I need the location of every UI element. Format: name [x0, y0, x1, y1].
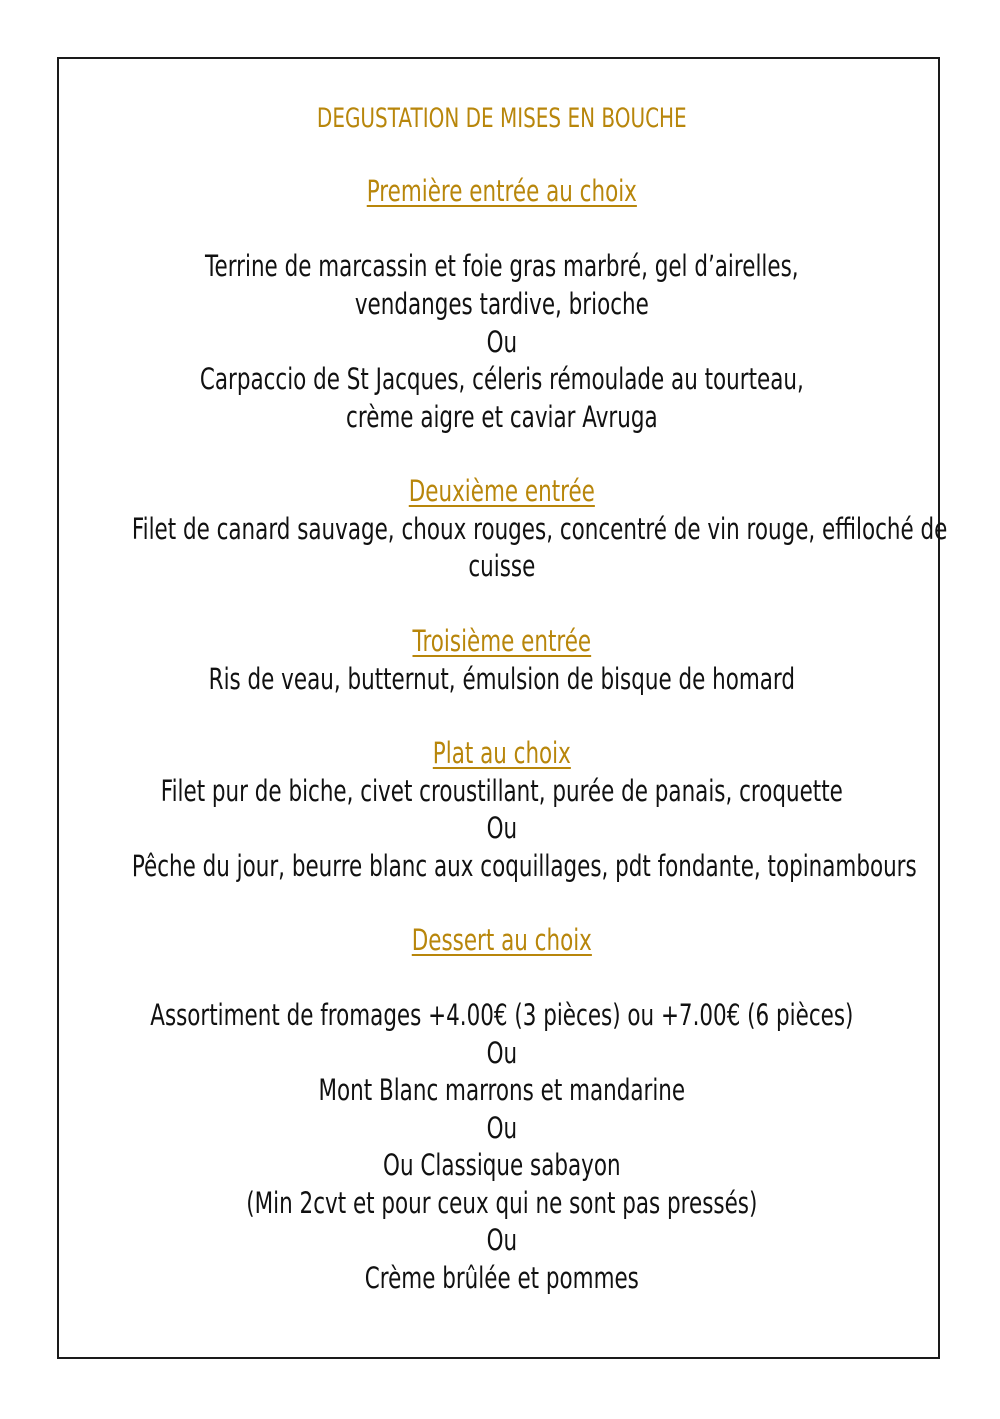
third-course-heading: Troisième entrée — [412, 624, 592, 658]
dessert-line: Ou Classique sabayon — [383, 1148, 621, 1182]
first-course-line: Carpaccio de St Jacques, céleris rémoulade au tourteau, — [199, 362, 804, 396]
dessert-heading: Dessert au choix — [411, 923, 592, 957]
menu-title: DEGUSTATION DE MISES EN BOUCHE — [316, 103, 687, 134]
second-course-line: Filet de canard sauvage, choux rouges, concentré de vin rouge, effiloché de — [131, 512, 948, 546]
main-course-or: Ou — [486, 811, 518, 845]
first-course-line: crème aigre et caviar Avruga — [346, 400, 658, 434]
dessert-line: Crème brûlée et pommes — [364, 1261, 639, 1295]
first-course-or: Ou — [486, 325, 518, 359]
second-course-line: cuisse — [468, 549, 536, 583]
main-course-heading: Plat au choix — [432, 736, 571, 770]
dessert-line: Assortiment de fromages +4.00€ (3 pièces) ou +7.00€ (6 pièces) — [150, 998, 854, 1032]
dessert-note: (Min 2cvt et pour ceux qui ne sont pas pressés) — [246, 1186, 758, 1220]
first-course-line: Terrine de marcassin et foie gras marbré, gel d’airelles, — [205, 249, 799, 283]
main-course-line: Filet pur de biche, civet croustillant, purée de panais, croquette — [160, 774, 843, 808]
third-course-line: Ris de veau, butternut, émulsion de bisque de homard — [208, 662, 795, 696]
dessert-line: Mont Blanc marrons et mandarine — [318, 1073, 686, 1107]
second-course-heading: Deuxième entrée — [408, 474, 595, 508]
first-course-line: vendanges tardive, brioche — [354, 287, 649, 321]
main-course-line: Pêche du jour, beurre blanc aux coquillages, pdt fondante, topinambours — [131, 849, 917, 883]
dessert-or: Ou — [486, 1111, 518, 1145]
first-course-heading: Première entrée au choix — [366, 174, 637, 208]
dessert-or: Ou — [486, 1223, 518, 1257]
dessert-or: Ou — [486, 1036, 518, 1070]
